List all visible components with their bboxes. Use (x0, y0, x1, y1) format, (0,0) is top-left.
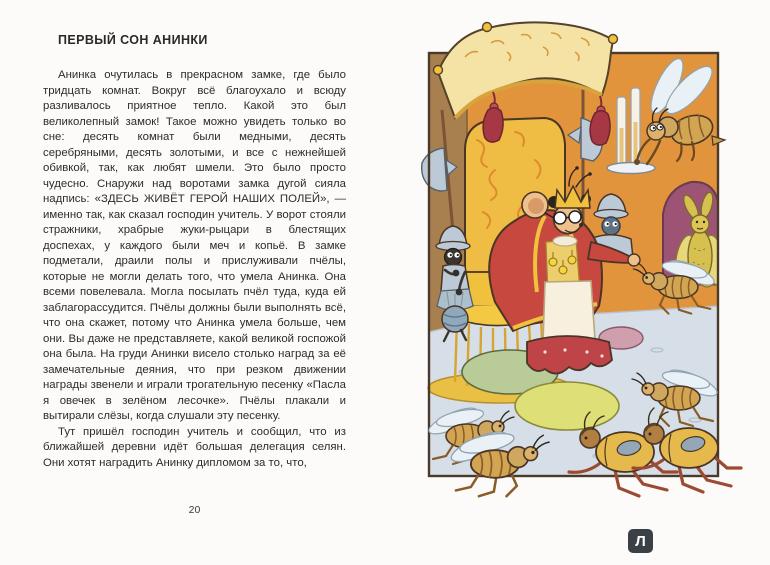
illustration (395, 0, 770, 565)
story-paragraph-2: Тут пришёл господин учитель и сообщил, что из ближайшей деревни идёт большая делегация селян. Они хотят наградить Анинку дипломом за то, что, (43, 425, 346, 469)
story-paragraph-1: Анинка очутилась в прекрасном замке, где было тридцать комнат. Вокруг всё благоухало и всюду разливалось приятное тепло. Какой это был великолепный замок! Такое можно увидеть только во сне: десять комнат были медными, десять серебряными, десять золотыми, и все с нежнейшей обивкой, так, как любят шмели. Это было просто чудесно. Снаружи над воротами замка дугой сияла надпись: «ЗДЕСЬ ЖИВЁТ ГЕРОЙ НАШИХ ПОЛЕЙ», — именно так, как сказал господин учитель. У ворот стояли стражники, храбрые жуки-рыцари в блестящих доспехах, у каждого были меч и копьё. В замке подметали, драили полы и прислуживали пчёлы, которые не могли делать того, что умела Анинка. Она всеми повелевала. Могла посылать пчёл туда, куда ей заблагорассудится. Пчёлы должны были выполнять всё, что она скажет, потому что Анинка умела больше, чем они. Вы даже не представляете, какой великой госпожой она была. На груди Анинки висело столько наград за её замечательные деяния, что при резком движении награды звенели и играли трогательную песенку «Пасла я овечек в зелёном лесочке». Пчёлы плакали и вытирали слёзы, когда слушали эту песенку. (43, 69, 346, 422)
story-text (43, 68, 346, 471)
left-page-text (43, 33, 346, 471)
labirint-watermark (628, 529, 653, 553)
page-number: 20 (188, 504, 201, 516)
watermark-letter: Л (635, 532, 646, 550)
chapter-title: ПЕРВЫЙ СОН АНИНКИ (58, 33, 208, 47)
pillow-yellow (515, 382, 619, 430)
